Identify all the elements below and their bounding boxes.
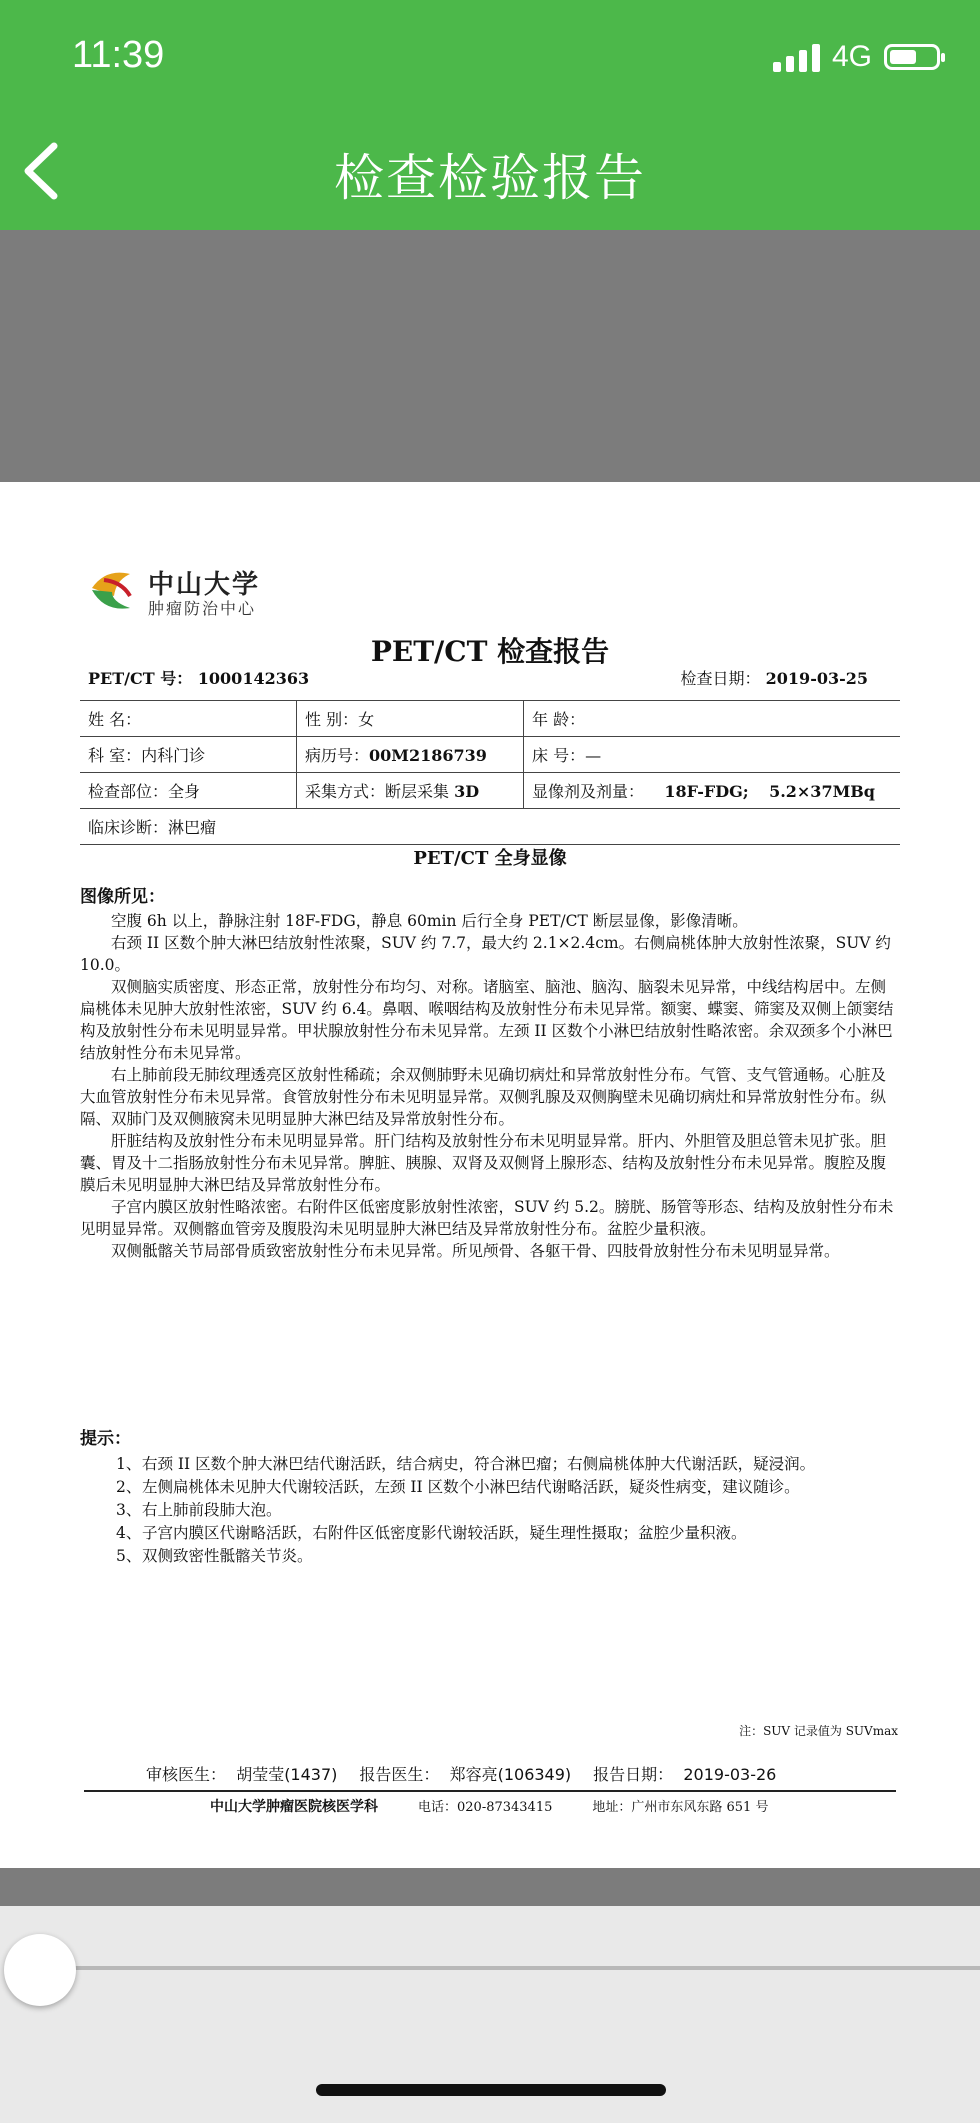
tips-section (80, 1428, 900, 1568)
bed-number: 床 号：— (524, 737, 901, 773)
findings-paragraph: 右颈 II 区数个肿大淋巴结放射性浓聚，SUV 约 7.7，最大约 2.1×2.4cm。右侧扁桃体肿大放射性浓聚，SUV 约 10.0。 (80, 934, 891, 974)
patient-age: 年 龄： (524, 701, 901, 737)
page-slider-bar (0, 1906, 980, 2123)
report-footer (210, 1796, 768, 1816)
tip-text: 右上肺前段肺大泡。 (142, 1501, 282, 1519)
table-row (80, 737, 900, 773)
clinical-diagnosis: 临床诊断：淋巴瘤 (80, 809, 900, 845)
method-value: 3D (454, 782, 480, 801)
slider-track[interactable] (40, 1966, 980, 1970)
patient-name: 姓 名： (80, 701, 297, 737)
table-row (80, 809, 900, 845)
report-title: PET/CT 检查报告 (370, 635, 610, 668)
reporter-name: 郑容亮(106349) (449, 1765, 572, 1784)
report-date-value: 2019-03-26 (683, 1765, 777, 1784)
footer-org: 中山大学肿瘤医院核医学科 (210, 1799, 378, 1815)
section-title: PET/CT 全身显像 (413, 848, 567, 869)
logo-name: 中山大学 (148, 570, 261, 600)
acquisition-method (297, 773, 524, 809)
petct-number-value: 1000142363 (197, 669, 310, 688)
viewer-background-top (0, 230, 980, 482)
tip-text: 右颈 II 区数个肿大淋巴结代谢活跃，结合病史，符合淋巴瘤；右侧扁桃体肿大代谢活跃，疑浸润。 (142, 1455, 816, 1473)
findings-paragraph: 空腹 6h 以上，静脉注射 18F-FDG，静息 60min 后行全身 PET/CT 断层显像，影像清晰。 (111, 912, 748, 930)
report-document[interactable] (0, 482, 980, 1868)
home-indicator[interactable] (316, 2084, 666, 2096)
report-date-label: 报告日期： (593, 1765, 674, 1784)
page-title: 检查检验报告 (334, 149, 646, 207)
table-row (80, 773, 900, 809)
patient-sex: 性 别：女 (297, 701, 524, 737)
exam-part: 检查部位：全身 (80, 773, 297, 809)
table-row (80, 701, 900, 737)
tip-number: 2、 (116, 1478, 142, 1496)
patient-dept: 科 室：内科门诊 (80, 737, 297, 773)
findings-paragraph: 双侧脑实质密度、形态正常，放射性分布均匀、对称。诸脑室、脑池、脑沟、脑裂未见异常，中线结构居中。左侧扁桃体未见肿大放射性浓密，SUV 约 6.4。鼻咽、喉咽结构及放射性分布未见异常。额窦、蝶窦、筛窦及双侧上颌窦结构及放射性分布未见明显异常。甲状腺放射性分布未见异常。左颈 II 区数个小淋巴结放射性略浓密。余双颈多个小淋巴结放射性分布未见异常。 (80, 978, 894, 1062)
tips-label: 提示： (80, 1429, 131, 1449)
list-item (80, 1453, 900, 1476)
divider (84, 1790, 896, 1792)
logo-subtitle: 肿瘤防治中心 (148, 599, 257, 618)
tracer-agent: 18F-FDG; (664, 782, 749, 801)
reviewer-label: 审核医生： (146, 1765, 227, 1784)
exam-date (681, 666, 868, 689)
tracer-label: 显像剂及剂量： (532, 782, 645, 801)
method-label: 采集方式：断层采集 (305, 782, 450, 801)
petct-number (88, 666, 309, 689)
reporter-label: 报告医生： (359, 1765, 440, 1784)
list-item (80, 1499, 900, 1522)
list-item (80, 1545, 900, 1568)
findings-section (80, 886, 900, 1262)
battery-level (890, 50, 916, 64)
signature-row (146, 1762, 776, 1785)
battery-icon (884, 44, 940, 70)
tip-number: 3、 (116, 1501, 142, 1519)
record-label: 病历号： (305, 746, 370, 765)
exam-date-label: 检查日期： (680, 669, 761, 688)
signal-icon (773, 42, 820, 72)
tip-text: 子宫内膜区代谢略活跃，右附件区低密度影代谢较活跃，疑生理性摄取；盆腔少量积液。 (142, 1524, 747, 1542)
reviewer (146, 1762, 337, 1785)
report-date (593, 1762, 776, 1785)
tracer-dose (524, 773, 901, 809)
patient-info-table (80, 700, 900, 845)
suv-note: 注：SUV 记录值为 SUVmax (739, 1724, 898, 1738)
viewer-background-bottom (0, 1868, 980, 1906)
slider-handle[interactable] (4, 1934, 76, 2006)
exam-date-value: 2019-03-25 (765, 669, 868, 688)
footer-address: 地址：广州市东风东路 651 号 (592, 1800, 769, 1815)
network-type: 4G (831, 40, 872, 73)
list-item (80, 1522, 900, 1545)
findings-paragraph: 肝脏结构及放射性分布未见明显异常。肝门结构及放射性分布未见明显异常。肝内、外胆管及胆总管未见扩张。胆囊、胃及十二指肠放射性分布未见异常。脾脏、胰腺、双肾及双侧肾上腺形态、结构及放射性分布未见异常。腹腔及腹膜后未见明显肿大淋巴结及异常放射性分布。 (80, 1132, 887, 1194)
status-time: 11:39 (72, 34, 165, 76)
findings-paragraph: 右上肺前段无肺纹理透亮区放射性稀疏；余双侧肺野未见确切病灶和异常放射性分布。气管、支气管通畅。心脏及大血管放射性分布未见异常。食管放射性分布未见明显异常。双侧乳腺及双侧胸壁未见确切病灶和异常放射性分布。纵隔、双肺门及双侧腋窝未见明显肿大淋巴结及异常放射性分布。 (80, 1066, 887, 1128)
footer-phone: 电话：020-87343415 (418, 1800, 553, 1815)
tracer-dose-value: 5.2×37MBq (769, 782, 875, 801)
reviewer-name: 胡莹莹(1437) (236, 1765, 338, 1784)
tip-number: 1、 (116, 1455, 142, 1473)
status-indicators (773, 40, 940, 74)
record-value: 00M2186739 (369, 746, 487, 765)
app-header (0, 0, 980, 230)
findings-label: 图像所见： (80, 887, 165, 907)
tip-number: 4、 (116, 1524, 142, 1542)
tip-text: 双侧致密性骶髂关节炎。 (142, 1547, 313, 1565)
tip-number: 5、 (116, 1547, 142, 1565)
findings-paragraph: 双侧骶髂关节局部骨质致密放射性分布未见异常。所见颅骨、各躯干骨、四肢骨放射性分布未见明显异常。 (111, 1242, 840, 1260)
tip-text: 左侧扁桃体未见肿大代谢较活跃，左颈 II 区数个小淋巴结代谢略活跃，疑炎性病变，建议随诊。 (142, 1478, 800, 1496)
reporter (359, 1762, 571, 1785)
petct-number-label: PET/CT 号： (88, 669, 193, 688)
record-number (297, 737, 524, 773)
list-item (80, 1476, 900, 1499)
findings-paragraph: 子宫内膜区放射性略浓密。右附件区低密度影放射性浓密，SUV 约 5.2。膀胱、肠管等形态、结构及放射性分布未见明显异常。双侧髂血管旁及腹股沟未见明显肿大淋巴结及异常放射性分布。盆腔少量积液。 (80, 1198, 894, 1238)
